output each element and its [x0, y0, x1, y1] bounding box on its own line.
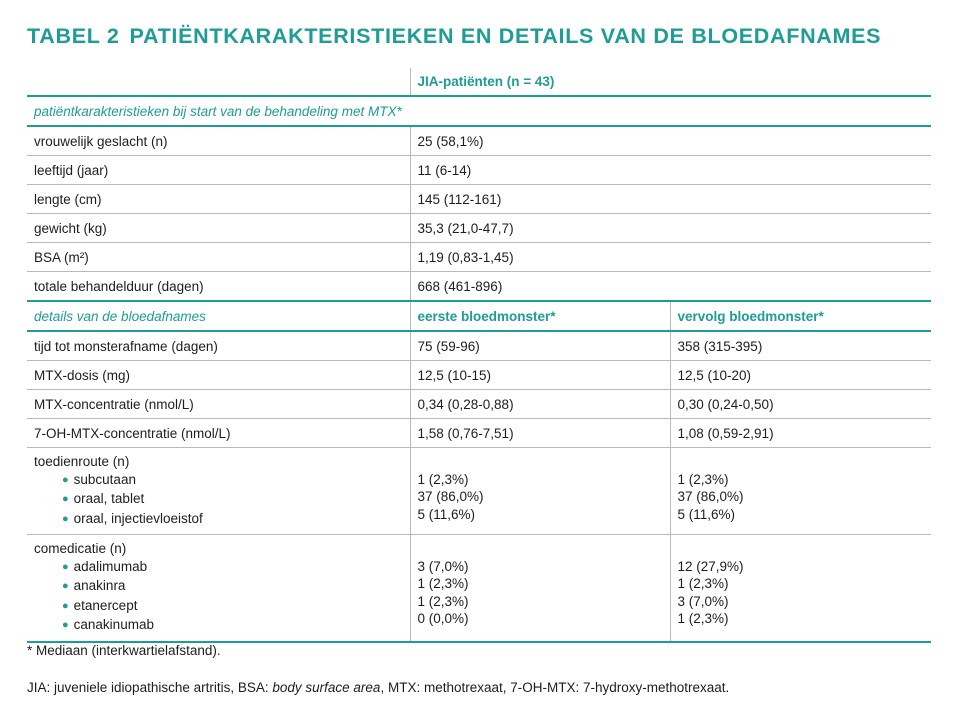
route-item-label: oraal, injectievloeistof — [73, 510, 203, 526]
row-value: 35,3 (21,0-47,7) — [410, 214, 931, 243]
row-value-follow-up: 0,30 (0,24-0,50) — [670, 390, 931, 419]
row-value-follow-up: 12,5 (10-20) — [670, 361, 931, 390]
row-label: vrouwelijk geslacht (n) — [27, 126, 410, 156]
table-row — [27, 331, 931, 361]
row-value: 25 (58,1%) — [410, 126, 931, 156]
row-value-first: 0,34 (0,28-0,88) — [410, 390, 670, 419]
table-title-text: PATIËNTKARAKTERISTIEKEN EN DETAILS VAN DE BLOEDAFNAMES — [129, 24, 882, 48]
section-header-patient — [27, 96, 931, 126]
comed-value-first: 1 (2,3%) — [417, 593, 469, 609]
row-value: 145 (112-161) — [410, 185, 931, 214]
route-item — [34, 510, 410, 530]
comed-value-follow-up: 1 (2,3%) — [677, 576, 729, 591]
table-number: TABEL 2 — [27, 24, 120, 48]
route-values-first — [410, 448, 670, 535]
footnote-abbr-part: JIA: juveniele idiopathische artritis, BSA: — [27, 680, 273, 695]
comed-item — [34, 558, 410, 578]
table-row — [27, 185, 931, 214]
footnote-abbreviations — [27, 680, 729, 695]
table-row — [27, 214, 931, 243]
row-value-first: 75 (59-96) — [410, 331, 670, 361]
table-row — [27, 156, 931, 185]
route-value-first: 37 (86,0%) — [417, 489, 484, 504]
comed-label-cell — [27, 535, 410, 642]
route-item — [34, 490, 410, 510]
bullet-icon: ● — [62, 512, 69, 525]
row-label: 7-OH-MTX-concentratie (nmol/L) — [27, 419, 410, 448]
table-header-row — [27, 68, 931, 96]
row-label: lengte (cm) — [27, 185, 410, 214]
row-label: tijd tot monsterafname (dagen) — [27, 331, 410, 361]
table-row — [27, 390, 931, 419]
route-item-label: subcutaan — [73, 471, 136, 487]
route-label: toedienroute (n) — [34, 454, 130, 469]
table-row — [27, 126, 931, 156]
comed-item — [34, 577, 410, 597]
row-label: leeftijd (jaar) — [27, 156, 410, 185]
comed-value-follow-up: 1 (2,3%) — [677, 611, 729, 626]
table-row-comedication — [27, 535, 931, 642]
row-value-first: 1,58 (0,76-7,51) — [410, 419, 670, 448]
row-value: 1,19 (0,83-1,45) — [410, 243, 931, 272]
header-empty-cell — [27, 68, 410, 96]
section-label-blood: details van de bloedafnames — [27, 301, 410, 331]
table-row-route — [27, 448, 931, 535]
column-header-first-sample: eerste bloedmonster* — [410, 301, 670, 331]
comed-value-follow-up: 12 (27,9%) — [677, 558, 744, 574]
row-value-follow-up: 1,08 (0,59-2,91) — [670, 419, 931, 448]
comed-value-first: 0 (0,0%) — [417, 611, 469, 626]
footnote-median: * Mediaan (interkwartielafstand). — [27, 643, 221, 658]
comed-item — [34, 616, 410, 636]
comed-value-first: 3 (7,0%) — [417, 558, 469, 574]
comed-item-label: etanercept — [73, 597, 138, 613]
row-value-first: 12,5 (10-15) — [410, 361, 670, 390]
route-value-first: 5 (11,6%) — [417, 506, 476, 522]
row-value: 668 (461-896) — [410, 272, 931, 302]
bullet-icon: ● — [62, 560, 69, 573]
route-value-follow-up: 1 (2,3%) — [677, 471, 729, 487]
route-item-label: oraal, tablet — [73, 491, 145, 506]
route-value-follow-up: 37 (86,0%) — [677, 489, 744, 504]
row-label: gewicht (kg) — [27, 214, 410, 243]
route-value-first: 1 (2,3%) — [417, 471, 469, 487]
bullet-icon: ● — [62, 619, 69, 631]
comed-item — [34, 597, 410, 617]
table-row — [27, 272, 931, 302]
row-label: BSA (m²) — [27, 243, 410, 272]
row-label: totale behandelduur (dagen) — [27, 272, 410, 302]
row-label: MTX-concentratie (nmol/L) — [27, 390, 410, 419]
row-value-follow-up: 358 (315-395) — [670, 331, 931, 361]
table-title — [27, 24, 881, 49]
comed-item-label: adalimumab — [73, 558, 148, 574]
comed-item-label: anakinra — [73, 578, 126, 593]
comed-value-first: 1 (2,3%) — [417, 576, 469, 591]
comed-values-first — [410, 535, 670, 642]
footnote-abbr-italic: body surface area — [272, 680, 381, 695]
row-value: 11 (6-14) — [410, 156, 931, 185]
section-header-blood — [27, 301, 931, 331]
footnote-abbr-part: , MTX: methotrexaat, 7-OH-MTX: 7-hydroxy-methotrexaat. — [380, 680, 730, 695]
comed-value-follow-up: 3 (7,0%) — [677, 593, 729, 609]
patient-characteristics-table — [27, 68, 931, 643]
section-label-patient: patiëntkarakteristieken bij start van de behandeling met MTX* — [27, 96, 931, 126]
header-group-cell: JIA-patiënten (n = 43) — [410, 68, 931, 96]
bullet-icon: ● — [62, 493, 69, 505]
route-values-follow-up — [670, 448, 931, 535]
comed-values-follow-up — [670, 535, 931, 642]
row-label: MTX-dosis (mg) — [27, 361, 410, 390]
route-label-cell — [27, 448, 410, 535]
bullet-icon: ● — [62, 473, 69, 486]
route-value-follow-up: 5 (11,6%) — [677, 506, 736, 522]
comed-item-label: canakinumab — [73, 617, 154, 632]
table-row — [27, 419, 931, 448]
bullet-icon: ● — [62, 599, 69, 612]
table-row — [27, 361, 931, 390]
route-item — [34, 471, 410, 491]
column-header-follow-up-sample: vervolg bloedmonster* — [670, 301, 931, 331]
bullet-icon: ● — [62, 580, 69, 592]
comed-label: comedicatie (n) — [34, 541, 127, 556]
table-row — [27, 243, 931, 272]
